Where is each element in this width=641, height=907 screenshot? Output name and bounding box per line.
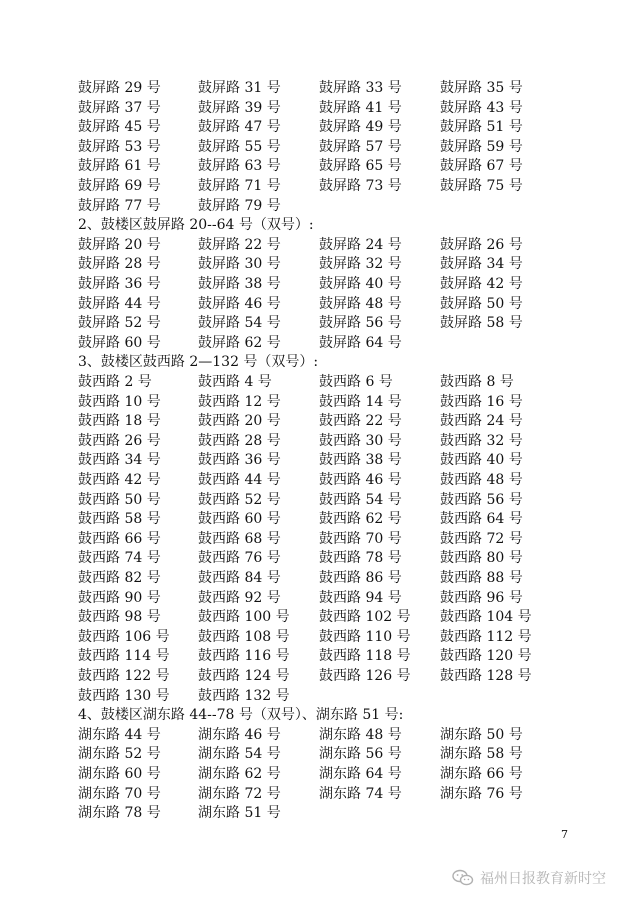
- address-entry: 鼓西路 54 号: [319, 491, 402, 508]
- address-entry: 鼓屏路 51 号: [440, 119, 523, 136]
- address-entry: 鼓西路 12 号: [198, 393, 281, 410]
- address-entry: 鼓西路 32 号: [440, 432, 523, 449]
- address-entry: 鼓屏路 44 号: [78, 295, 161, 312]
- address-entry: 鼓西路 8 号: [440, 374, 514, 390]
- address-entry: 鼓西路 48 号: [440, 472, 523, 488]
- address-entry: 鼓西路 78 号: [319, 550, 402, 567]
- address-entry: 鼓屏路 52 号: [78, 315, 161, 332]
- address-entry: 鼓西路 52 号: [198, 491, 281, 508]
- address-entry: 湖东路 50 号: [440, 726, 523, 743]
- address-entry: 鼓屏路 53 号: [78, 138, 161, 155]
- address-entry: 湖东路 48 号: [319, 726, 402, 743]
- address-entry: 鼓屏路 36 号: [78, 276, 161, 292]
- address-entry: 鼓屏路 50 号: [440, 295, 523, 312]
- address-entry: 鼓西路 92 号: [198, 589, 281, 606]
- address-entry: 鼓西路 10 号: [78, 393, 161, 410]
- address-entry: 鼓屏路 26 号: [440, 236, 523, 253]
- address-entry: 鼓西路 14 号: [319, 393, 402, 410]
- address-entry: 鼓屏路 57 号: [319, 138, 402, 155]
- address-entry: 鼓屏路 20 号: [78, 236, 161, 253]
- address-entry: 鼓西路 62 号: [319, 511, 402, 528]
- address-entry: 鼓西路 40 号: [440, 452, 523, 469]
- address-entry: 鼓西路 68 号: [198, 530, 281, 547]
- address-entry: 鼓西路 60 号: [198, 511, 281, 528]
- address-entry: 鼓屏路 35 号: [440, 80, 523, 96]
- address-entry: 鼓屏路 61 号: [78, 158, 161, 175]
- address-entry: 鼓西路 108 号: [198, 628, 290, 645]
- address-entry: 鼓西路 80 号: [440, 550, 523, 567]
- address-entry: 鼓屏路 48 号: [319, 295, 402, 312]
- address-entry: 鼓西路 130 号: [78, 687, 170, 704]
- address-entry: 鼓西路 6 号: [319, 374, 393, 390]
- address-entry: 鼓西路 44 号: [198, 472, 281, 488]
- address-entry: 鼓屏路 55 号: [198, 138, 281, 155]
- address-entry: 鼓屏路 37 号: [78, 99, 161, 116]
- address-entry: 鼓西路 86 号: [319, 570, 402, 586]
- address-entry: 鼓西路 112 号: [440, 628, 532, 645]
- address-entry: 鼓西路 132 号: [198, 687, 290, 704]
- address-entry: 鼓屏路 77 号: [78, 197, 161, 214]
- address-entry: 湖东路 64 号: [319, 766, 402, 782]
- address-entry: 鼓屏路 24 号: [319, 236, 402, 253]
- address-entry: 鼓西路 70 号: [319, 530, 402, 547]
- address-entry: 鼓屏路 45 号: [78, 119, 161, 136]
- address-entry: 鼓西路 94 号: [319, 589, 402, 606]
- address-entry: 鼓西路 124 号: [198, 668, 290, 684]
- address-entry: 鼓西路 90 号: [78, 589, 161, 606]
- address-entry: 鼓西路 34 号: [78, 452, 161, 469]
- address-entry: 湖东路 60 号: [78, 766, 161, 782]
- address-entry: 鼓西路 26 号: [78, 432, 161, 449]
- address-entry: 鼓屏路 79 号: [198, 197, 281, 214]
- address-entry: 鼓屏路 56 号: [319, 315, 402, 332]
- address-entry: 鼓屏路 41 号: [319, 99, 402, 116]
- address-entry: 湖东路 52 号: [78, 746, 161, 763]
- address-entry: 鼓西路 18 号: [78, 413, 161, 430]
- page-number: 7: [561, 828, 568, 841]
- address-entry: 湖东路 78 号: [78, 805, 161, 822]
- address-entry: 鼓西路 126 号: [319, 668, 411, 684]
- address-entry: 鼓西路 88 号: [440, 570, 523, 586]
- address-entry: 鼓西路 82 号: [78, 570, 161, 586]
- address-entry: 鼓屏路 39 号: [198, 99, 281, 116]
- address-entry: 湖东路 44 号: [78, 726, 161, 743]
- address-entry: 鼓西路 64 号: [440, 511, 523, 528]
- address-entry: 鼓屏路 59 号: [440, 138, 523, 155]
- address-entry: 鼓西路 84 号: [198, 570, 281, 586]
- address-entry: 鼓西路 98 号: [78, 609, 161, 626]
- address-entry: 鼓屏路 49 号: [319, 119, 402, 136]
- address-entry: 鼓西路 110 号: [319, 628, 411, 645]
- address-entry: 鼓西路 2 号: [78, 374, 152, 390]
- address-entry: 鼓屏路 22 号: [198, 236, 281, 253]
- address-entry: 鼓西路 22 号: [319, 413, 402, 430]
- address-entry: 鼓西路 96 号: [440, 589, 523, 606]
- address-entry: 鼓屏路 46 号: [198, 295, 281, 312]
- address-entry: 鼓西路 116 号: [198, 648, 290, 665]
- address-entry: 鼓屏路 73 号: [319, 178, 402, 194]
- address-entry: 鼓西路 118 号: [319, 648, 411, 665]
- address-entry: 鼓西路 42 号: [78, 472, 161, 488]
- address-entry: 鼓西路 38 号: [319, 452, 402, 469]
- address-entry: 鼓屏路 75 号: [440, 178, 523, 194]
- address-entry: 鼓屏路 42 号: [440, 276, 523, 292]
- address-entry: 鼓屏路 47 号: [198, 119, 281, 136]
- address-entry: 鼓屏路 63 号: [198, 158, 281, 175]
- address-entry: 湖东路 72 号: [198, 785, 281, 802]
- address-entry: 鼓屏路 65 号: [319, 158, 402, 175]
- address-entry: 鼓西路 56 号: [440, 491, 523, 508]
- address-entry: 湖东路 46 号: [198, 726, 281, 743]
- address-entry: 鼓西路 20 号: [198, 413, 281, 430]
- address-entry: 鼓西路 106 号: [78, 628, 170, 645]
- address-entry: 鼓西路 72 号: [440, 530, 523, 547]
- address-entry: 鼓屏路 33 号: [319, 80, 402, 96]
- address-entry: 鼓屏路 31 号: [198, 80, 281, 96]
- address-entry: 鼓屏路 34 号: [440, 256, 523, 273]
- address-entry: 鼓西路 58 号: [78, 511, 161, 528]
- address-entry: 鼓屏路 69 号: [78, 178, 161, 194]
- address-entry: 鼓屏路 64 号: [319, 334, 402, 351]
- address-entry: 湖东路 58 号: [440, 746, 523, 763]
- address-entry: 湖东路 74 号: [319, 785, 402, 802]
- watermark: [452, 868, 606, 888]
- address-entry: 鼓屏路 38 号: [198, 276, 281, 292]
- address-entry: 鼓西路 24 号: [440, 413, 523, 430]
- address-entry: 鼓屏路 29 号: [78, 80, 161, 96]
- section-heading: 2、鼓楼区鼓屏路 20--64 号（双号）:: [78, 217, 314, 234]
- address-entry: 鼓西路 122 号: [78, 668, 170, 684]
- wechat-icon: [452, 869, 474, 887]
- address-entry: 鼓西路 36 号: [198, 452, 281, 469]
- address-entry: 鼓西路 50 号: [78, 491, 161, 508]
- watermark-text: 福州日报教育新时空: [480, 871, 606, 887]
- address-entry: 鼓西路 30 号: [319, 432, 402, 449]
- address-entry: 鼓屏路 28 号: [78, 256, 161, 273]
- address-entry: 湖东路 66 号: [440, 766, 523, 782]
- section-heading: 3、鼓楼区鼓西路 2—132 号（双号）:: [78, 354, 319, 371]
- address-entry: 鼓西路 114 号: [78, 648, 170, 665]
- address-entry: 鼓西路 104 号: [440, 609, 532, 626]
- address-entry: 鼓西路 66 号: [78, 530, 161, 547]
- address-entry: 湖东路 62 号: [198, 766, 281, 782]
- address-entry: 鼓屏路 71 号: [198, 178, 281, 194]
- address-entry: 鼓西路 76 号: [198, 550, 281, 567]
- address-entry: 湖东路 54 号: [198, 746, 281, 763]
- address-entry: 鼓西路 100 号: [198, 609, 290, 626]
- address-entry: 鼓屏路 30 号: [198, 256, 281, 273]
- address-entry: 鼓屏路 32 号: [319, 256, 402, 273]
- address-entry: 湖东路 51 号: [198, 805, 281, 822]
- address-entry: 鼓屏路 67 号: [440, 158, 523, 175]
- address-entry: 鼓屏路 43 号: [440, 99, 523, 116]
- section-heading: 4、鼓楼区湖东路 44--78 号（双号）、湖东路 51 号:: [78, 707, 404, 724]
- address-entry: 湖东路 56 号: [319, 746, 402, 763]
- address-entry: 鼓西路 102 号: [319, 609, 411, 626]
- address-entry: 湖东路 76 号: [440, 785, 523, 802]
- address-entry: 鼓西路 46 号: [319, 472, 402, 488]
- address-entry: 鼓屏路 54 号: [198, 315, 281, 332]
- address-entry: 鼓屏路 60 号: [78, 334, 161, 351]
- address-entry: 鼓西路 128 号: [440, 668, 532, 684]
- address-entry: 鼓屏路 58 号: [440, 315, 523, 332]
- address-entry: 鼓西路 4 号: [198, 374, 272, 390]
- address-entry: 鼓屏路 62 号: [198, 334, 281, 351]
- address-entry: 鼓西路 28 号: [198, 432, 281, 449]
- address-entry: 鼓西路 16 号: [440, 393, 523, 410]
- address-entry: 鼓西路 120 号: [440, 648, 532, 665]
- address-entry: 鼓西路 74 号: [78, 550, 161, 567]
- address-entry: 湖东路 70 号: [78, 785, 161, 802]
- address-entry: 鼓屏路 40 号: [319, 276, 402, 292]
